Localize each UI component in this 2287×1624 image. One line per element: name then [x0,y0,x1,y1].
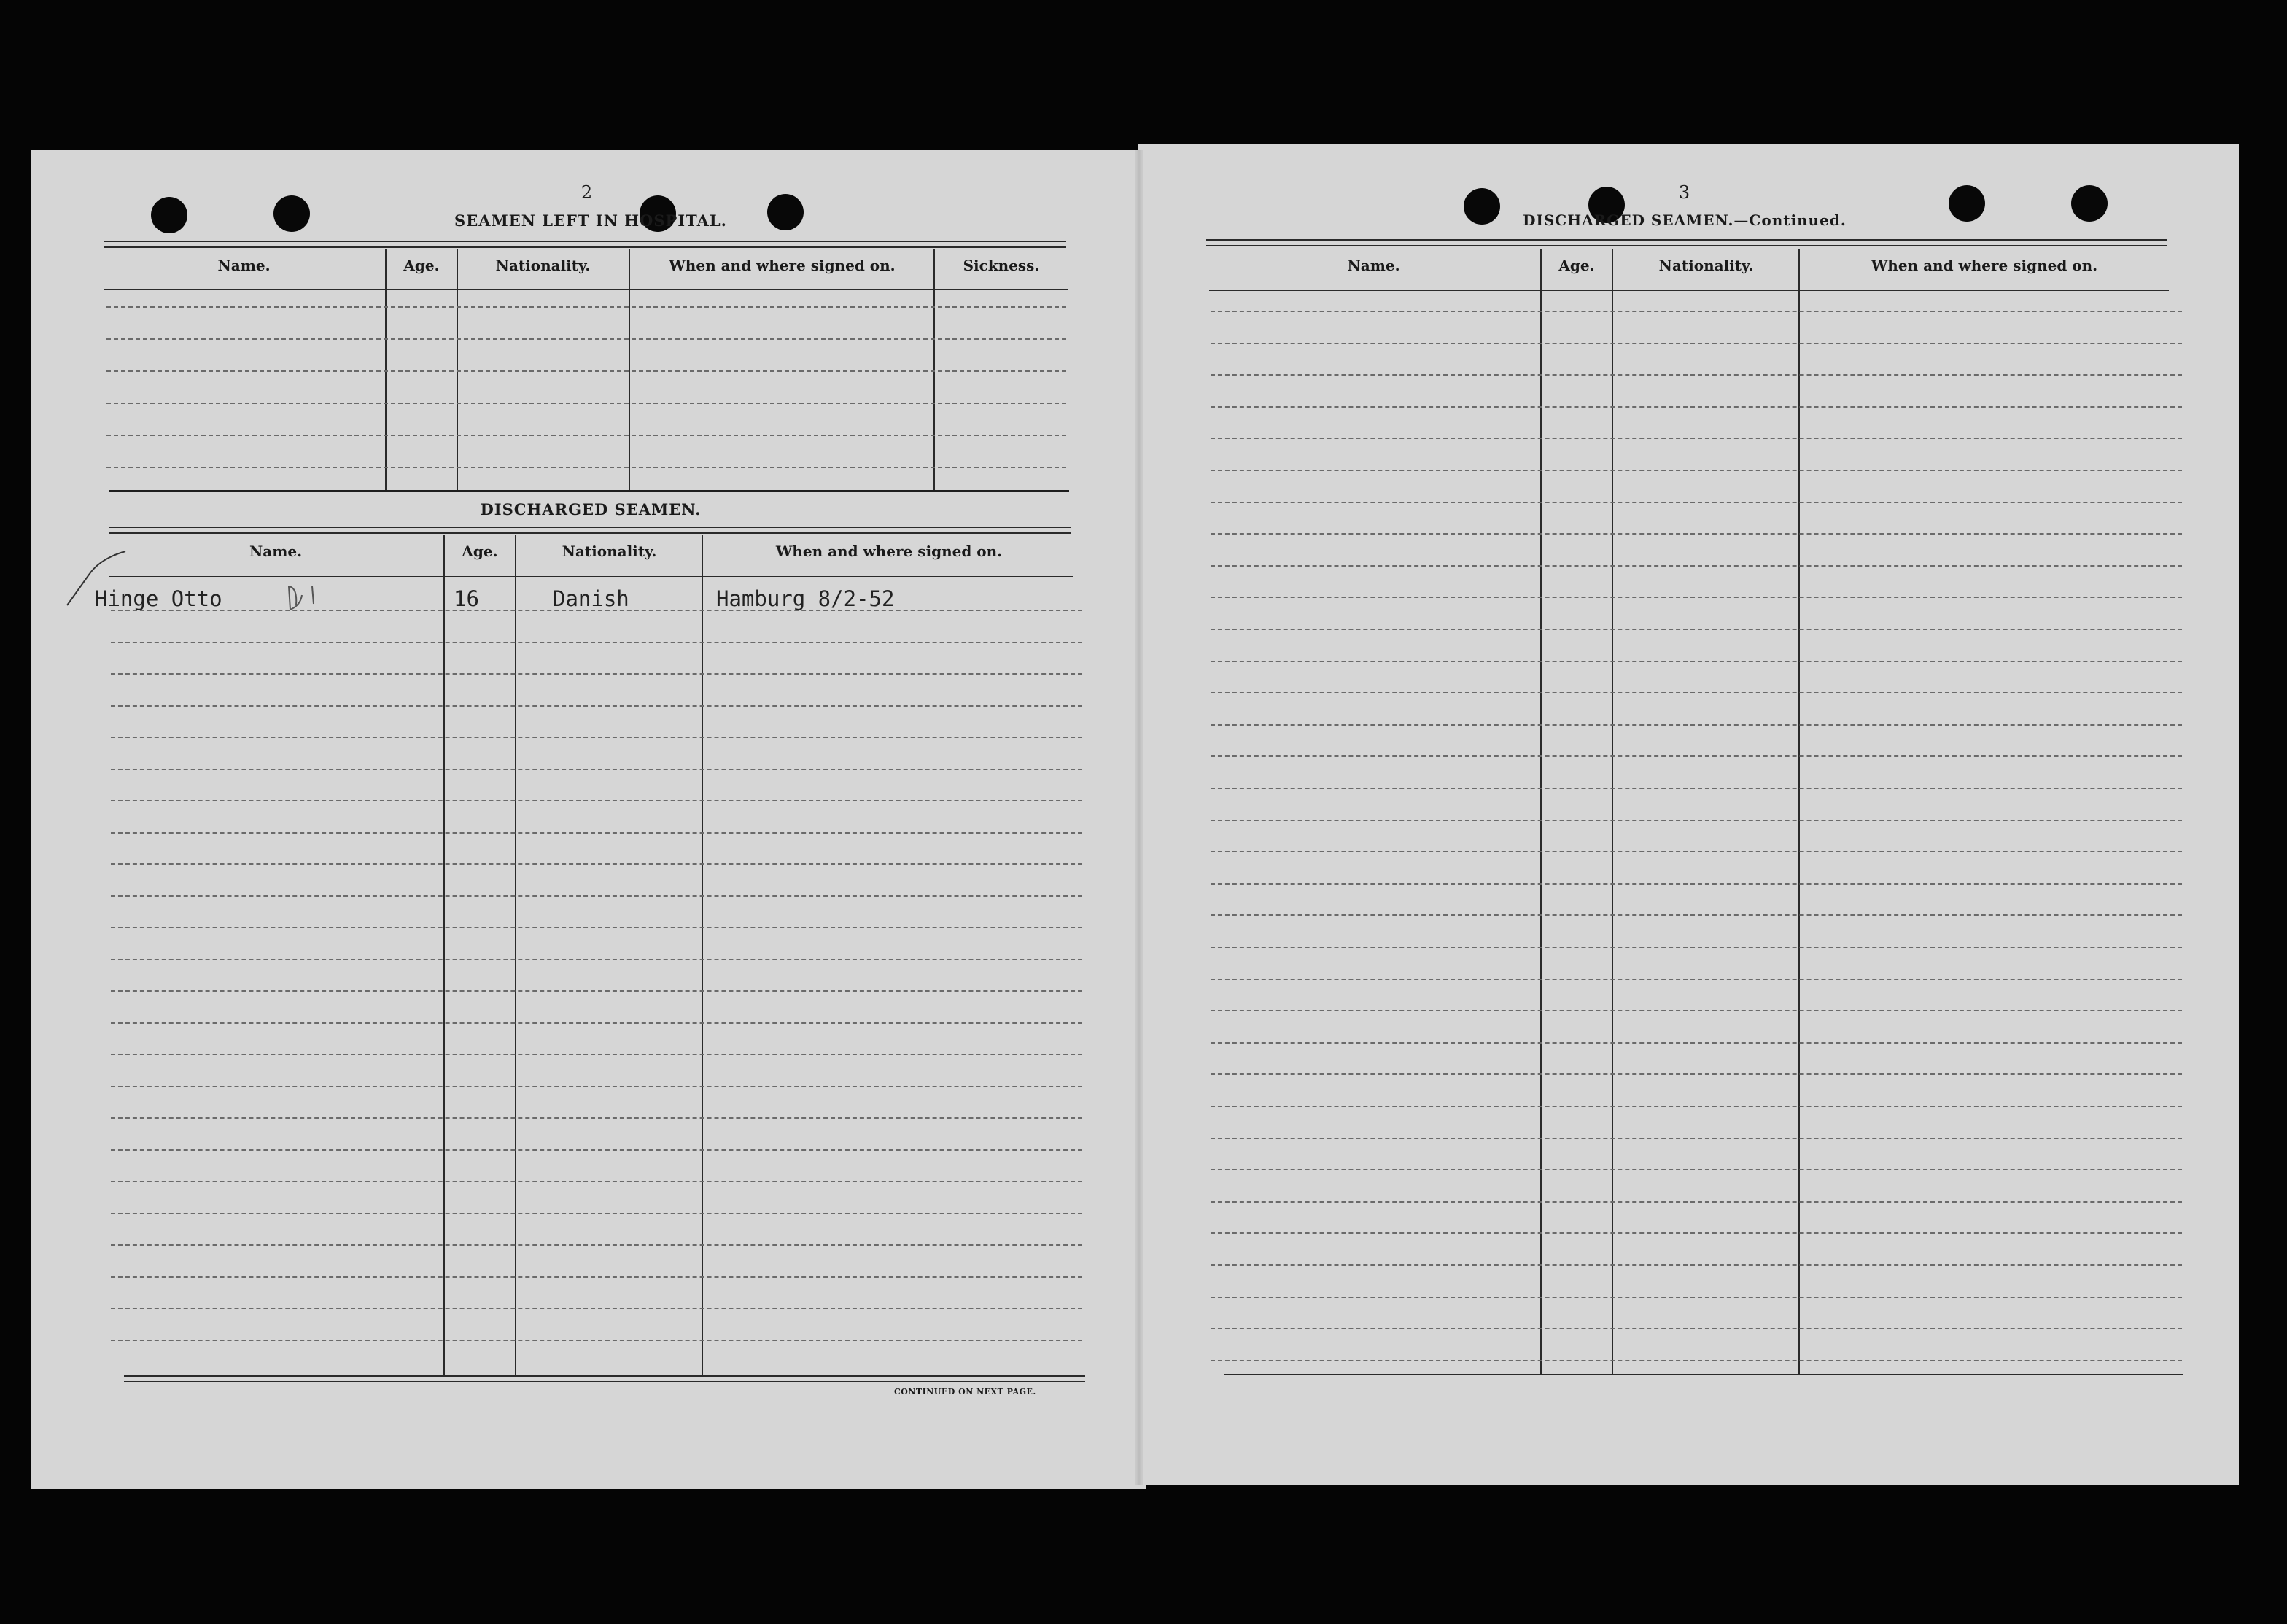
ruled-line [111,1117,1082,1119]
ruled-line [106,306,1066,308]
ruled-line [111,1276,1082,1278]
ruled-line [111,705,1082,707]
hospital-col-divider [457,249,458,490]
ruled-line [106,338,1066,340]
discharged-col-signed-on: When and where signed on. [775,543,1003,560]
ruled-line [1211,406,2182,408]
ruled-line [1211,438,2182,439]
ruled-line [1211,502,2182,503]
ruled-line [1211,470,2182,471]
entry-age: 16 [454,586,479,611]
ruled-line [106,467,1066,468]
discharged-section-title: DISCHARGED SEAMEN. [480,500,702,518]
continued-note: CONTINUED ON NEXT PAGE. [894,1387,1036,1396]
ruled-line [111,769,1082,770]
right-top-rule [1206,239,2167,241]
ruled-line [1211,724,2182,726]
right-page-number: 3 [1678,182,1691,203]
discharged-col-divider [443,535,445,1375]
ruled-line [1211,1169,2182,1170]
ruled-line [111,642,1082,643]
ruled-line [111,1149,1082,1151]
ruled-line [111,1340,1082,1341]
hospital-col-divider [933,249,935,490]
hospital-col-name: Name. [217,257,271,274]
right-col-divider [1540,249,1542,1374]
ruled-line [111,863,1082,865]
hospital-col-divider [629,249,630,490]
ruled-line [111,737,1082,738]
ruled-line [1211,788,2182,789]
ruled-line [111,1022,1082,1024]
entry-name: Hinge Otto [95,586,222,611]
ruled-line [111,959,1082,960]
ruled-line [1211,1297,2182,1298]
ruled-line [1211,661,2182,662]
right-col-nationality: Nationality. [1658,257,1754,274]
punch-hole [151,197,187,233]
ruled-line [1211,692,2182,693]
page-gutter [1135,150,1144,1485]
hospital-col-sickness: Sickness. [963,257,1040,274]
entry-nationality: Danish [553,586,629,611]
hospital-top-rule-2 [104,246,1066,248]
ruled-line [1211,629,2182,630]
ruled-line [111,832,1082,834]
ruled-line [1211,343,2182,344]
right-col-divider [1612,249,1613,1374]
ruled-line [1211,311,2182,312]
punch-hole [1949,185,1985,222]
punch-hole [273,195,310,232]
ruled-line [1211,565,2182,567]
discharged-bottom-rule [124,1375,1085,1377]
hospital-header-rule [104,289,1068,290]
ruled-line [106,370,1066,372]
ruled-line [106,435,1066,436]
hospital-col-signed-on: When and where signed on. [669,257,896,274]
discharged-col-divider [702,535,703,1375]
ruled-line [111,1054,1082,1055]
ruled-line [1211,1042,2182,1044]
ruled-line [111,1308,1082,1309]
ruled-line [111,927,1082,928]
discharged-col-divider [515,535,516,1375]
right-header-rule [1209,290,2169,291]
ruled-line [106,403,1066,404]
ruled-line [1211,755,2182,757]
left-page-number: 2 [581,182,594,203]
hospital-bottom-rule [109,490,1069,492]
discharged-top-rule-2 [109,532,1071,534]
right-col-name: Name. [1347,257,1400,274]
ruled-line [111,990,1082,992]
hospital-col-age: Age. [403,257,440,274]
hospital-top-rule [104,241,1066,242]
discharged-col-age: Age. [462,543,498,560]
hospital-col-divider [385,249,387,490]
ruled-line [1211,597,2182,598]
entry-signed-on: Hamburg 8/2-52 [716,586,895,611]
right-col-signed-on: When and where signed on. [1871,257,2098,274]
right-top-rule-2 [1206,245,2167,246]
ruled-line [1211,947,2182,948]
right-col-divider [1798,249,1800,1374]
ruled-line [111,1213,1082,1214]
punch-hole [1464,188,1500,225]
punch-hole [2071,185,2108,222]
hospital-section-title: SEAMEN LEFT IN HOSPITAL. [454,211,727,230]
ruled-line [1211,883,2182,885]
ruled-line [1211,1264,2182,1266]
ruled-line [1211,1010,2182,1011]
ruled-line [1211,1201,2182,1203]
handwritten-mark [284,580,328,617]
ruled-line [111,895,1082,897]
ruled-line [1211,374,2182,376]
right-page-title: DISCHARGED SEAMEN.—Continued. [1523,211,1847,229]
left-page [31,150,1146,1489]
discharged-col-name: Name. [249,543,303,560]
ruled-line [1211,1232,2182,1234]
ruled-line [111,800,1082,801]
ruled-line [1211,533,2182,535]
ruled-line [1211,851,2182,852]
hospital-col-nationality: Nationality. [495,257,591,274]
ruled-line [1211,914,2182,916]
ruled-line [1211,979,2182,980]
ruled-line [111,1086,1082,1087]
ruled-line [111,673,1082,675]
discharged-col-nationality: Nationality. [562,543,657,560]
discharged-bottom-rule-2 [124,1381,1085,1382]
discharged-header-rule [109,576,1073,577]
ruled-line [111,1181,1082,1182]
right-bottom-rule [1224,1374,2183,1375]
right-page [1138,144,2239,1485]
ruled-line [1211,820,2182,821]
ruled-line [1211,1073,2182,1075]
right-col-age: Age. [1558,257,1595,274]
discharged-top-rule [109,527,1071,528]
ruled-line [1211,1138,2182,1139]
ruled-line [111,1244,1082,1246]
ruled-line [1211,1106,2182,1107]
ruled-line [1211,1328,2182,1329]
ruled-line [1211,1360,2182,1361]
